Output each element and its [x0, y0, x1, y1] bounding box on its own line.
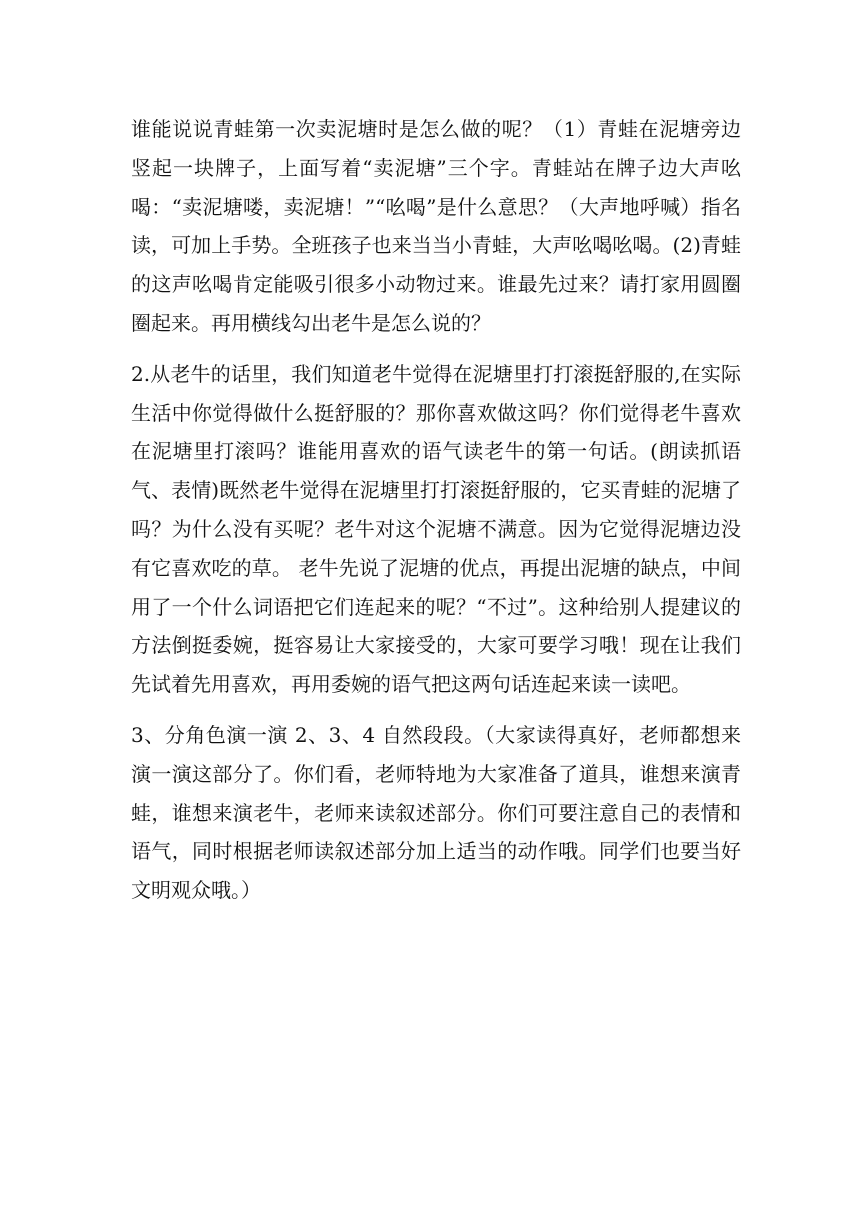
paragraph-2: 2.从老牛的话里，我们知道老牛觉得在泥塘里打打滚挺舒服的,在实际生活中你觉得做什么挺舒服的？那你喜欢做这吗？你们觉得老牛喜欢在泥塘里打滚吗？谁能用喜欢的语气读老牛的第一句话。(朗读抓语气、表情)既然老牛觉得在泥塘里打打滚挺舒服的，它买青蛙的泥塘了吗？为什么没有买呢？老牛对这个泥塘不满意。因为它觉得泥塘边没有它喜欢吃的草。 老牛先说了泥塘的优点，再提出泥塘的缺点，中间用了一个什么词语把它们连起来的呢？“不过”。这种给别人提建议的方法倒挺委婉，挺容易让大家接受的，大家可要学习哦！现在让我们先试着先用喜欢，再用委婉的语气把这两句话连起来读一读吧。	[131, 361, 741, 697]
document-body	[131, 110, 741, 922]
paragraph-1: 谁能说说青蛙第一次卖泥塘时是怎么做的呢？（1）青蛙在泥塘旁边竖起一块牌子，上面写着“卖泥塘”三个字。青蛙站在牌子边大声吆喝：“卖泥塘喽，卖泥塘！”“吆喝”是什么意思？（大声地呼喊）指名读，可加上手势。全班孩子也来当当小青蛙，大声吆喝吆喝。(2)青蛙的这声吆喝肯定能吸引很多小动物过来。谁最先过来？请打家用圆圈圈起来。再用横线勾出老牛是怎么说的？	[131, 117, 741, 335]
paragraph-3: 3、分角色演一演 2、3、4 自然段段。（大家读得真好，老师都想来演一演这部分了。你们看，老师特地为大家准备了道具，谁想来演青蛙，谁想来演老牛，老师来读叙述部分。你们可要注意自己的表情和语气，同时根据老师读叙述部分加上适当的动作哦。同学们也要当好文明观众哦。）	[131, 722, 741, 903]
